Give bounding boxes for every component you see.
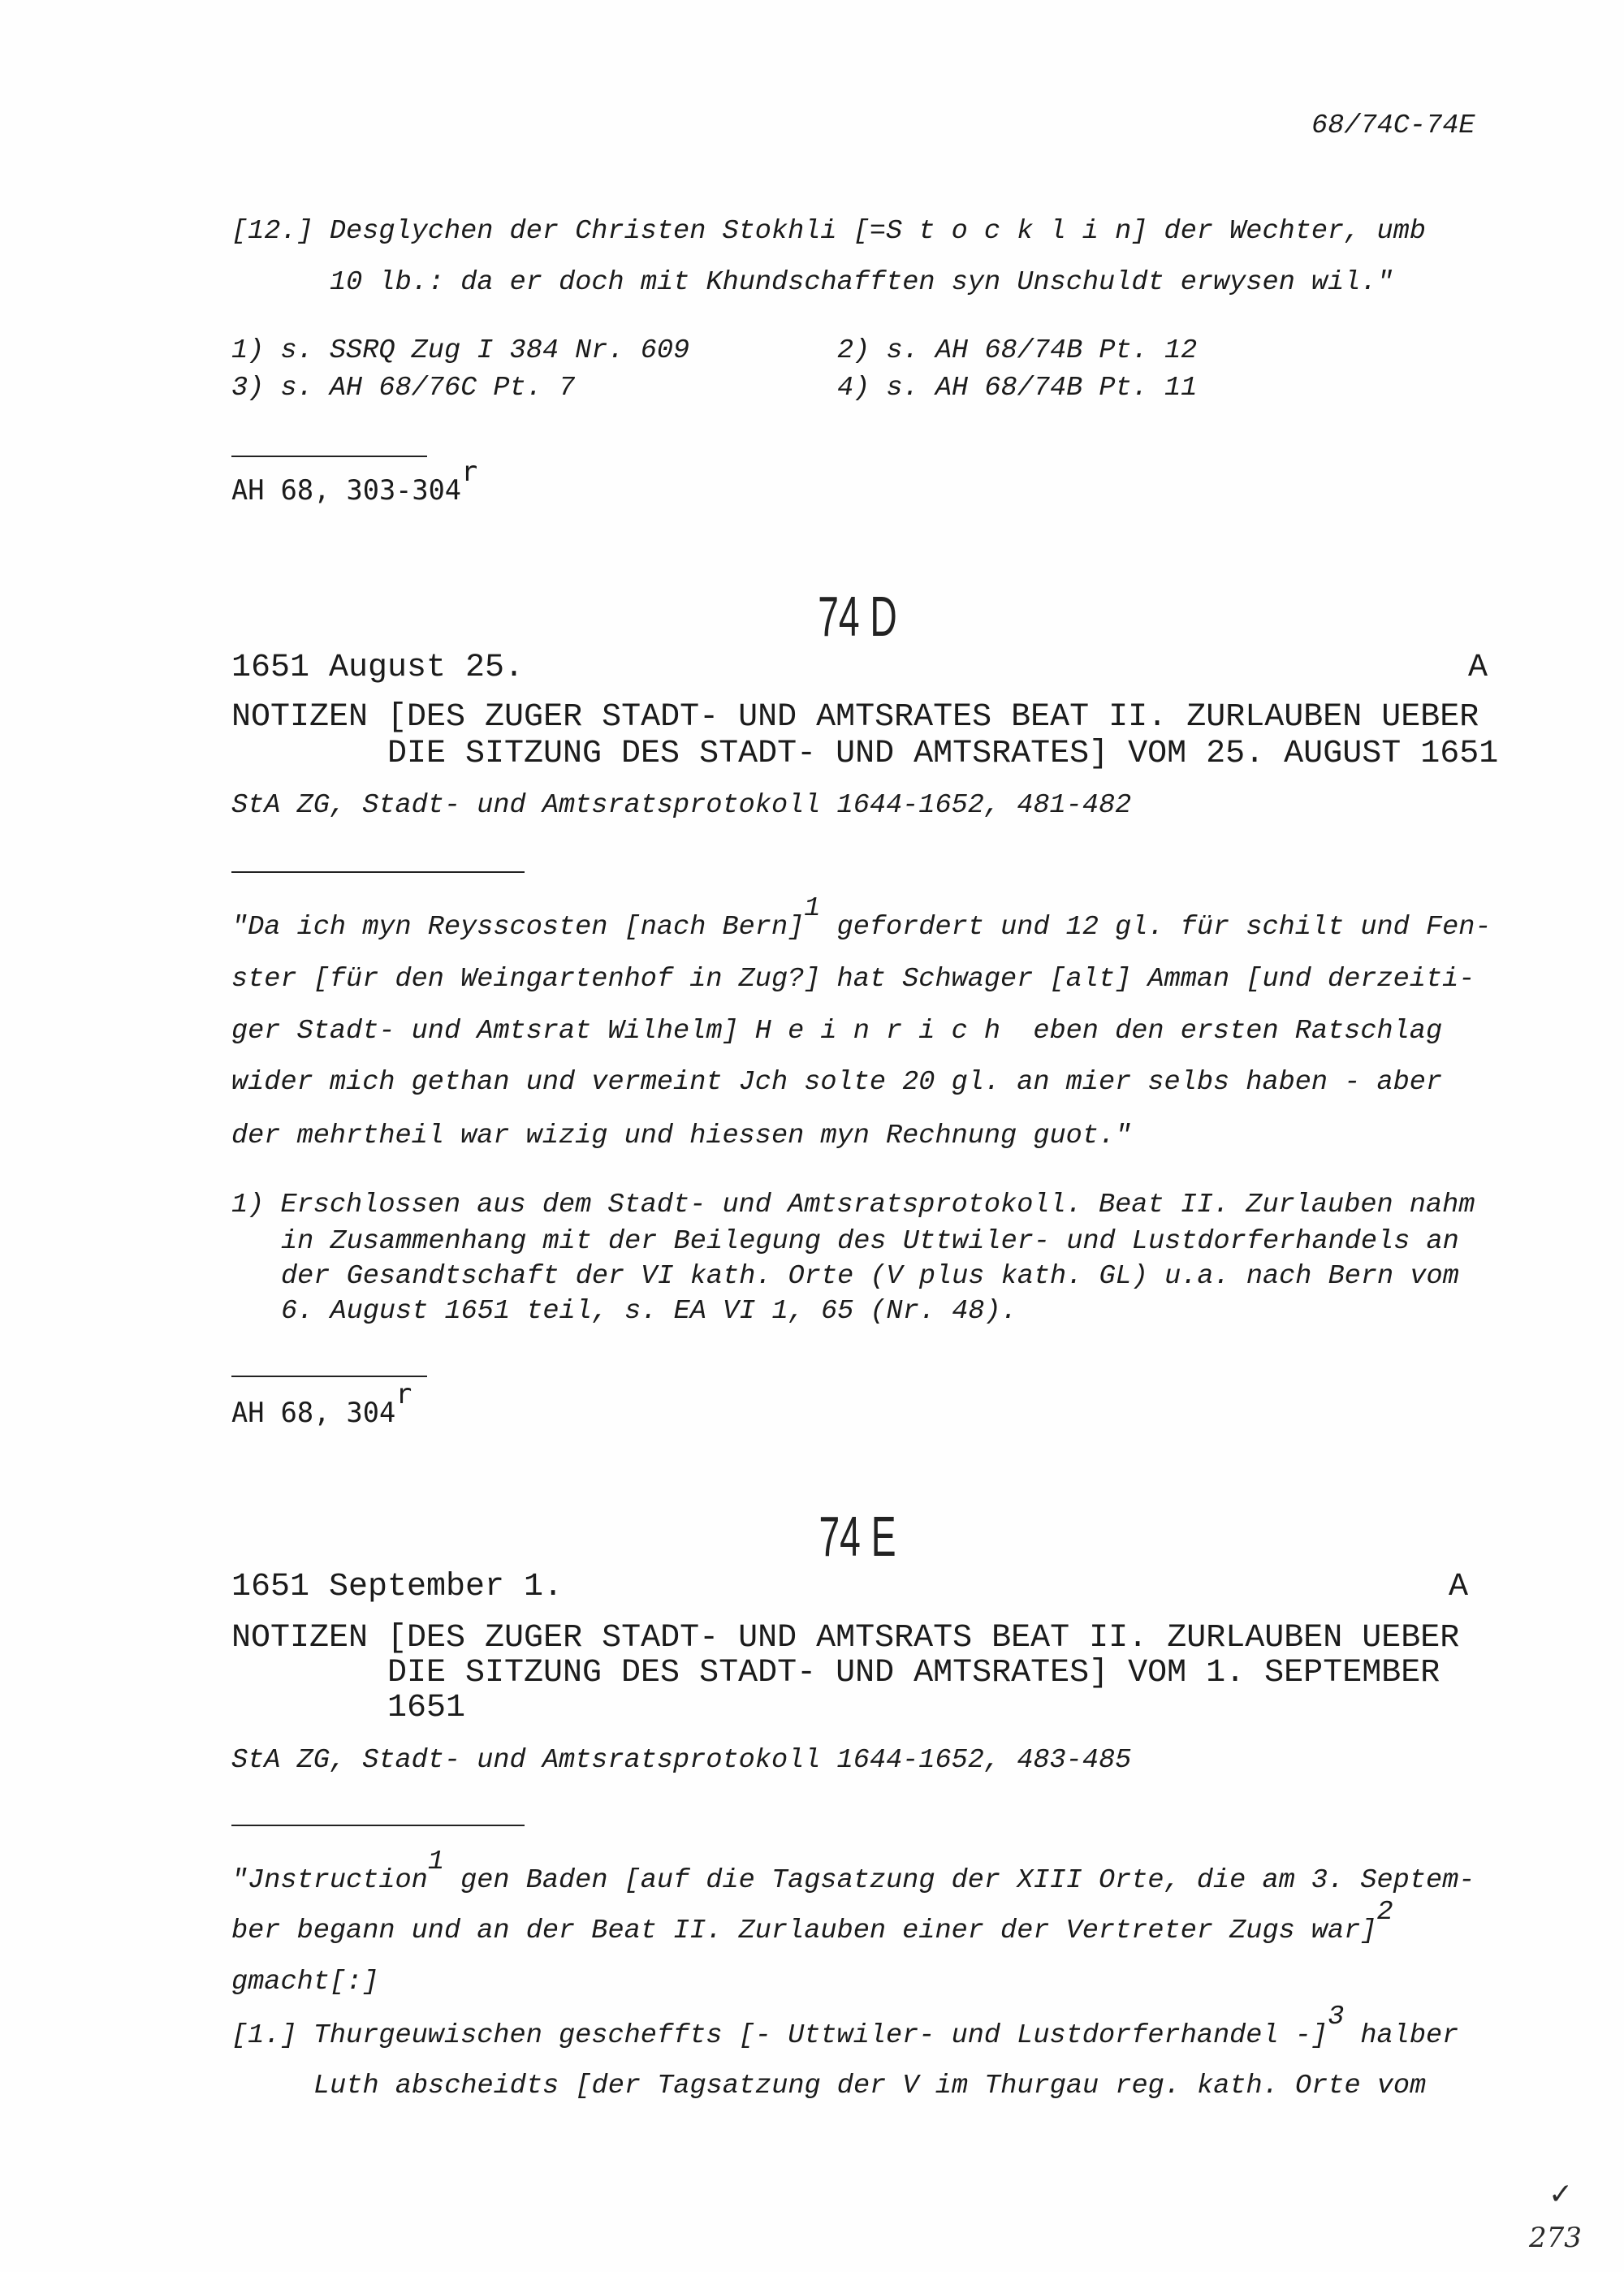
previous-entry-footnote: 2) s. AH 68/74B Pt. 12 <box>837 335 1198 366</box>
footnote-superscript: 3 <box>1328 2002 1345 2033</box>
entry-category: A <box>1449 1569 1469 1605</box>
quoted-text-segment: "Jnstruction <box>231 1865 428 1896</box>
quoted-text-line: ster [für den Weingartenhof in Zug?] hat Schwager [alt] Amman [und derzeiti- <box>231 964 1475 995</box>
previous-entry-footnote: 4) s. AH 68/74B Pt. 11 <box>837 373 1198 404</box>
quoted-text-segment: halber <box>1344 2020 1459 2051</box>
footnote-superscript: 1 <box>427 1847 444 1878</box>
entry-date: 1651 August 25. <box>231 650 525 686</box>
quoted-text-line: Luth abscheidts [der Tagsatzung der V im Thurgau reg. kath. Orte vom <box>313 2071 1427 2101</box>
entry-title-line: DIE SITZUNG DES STADT- UND AMTSRATES] VOM 25. AUGUST 1651 <box>387 736 1499 772</box>
quoted-text-segment: gen Baden [auf die Tagsatzung der XIII Orte, die am 3. Septem- <box>443 1865 1475 1896</box>
entry-title-line: NOTIZEN [DES ZUGER STADT- UND AMTSRATS BEAT II. ZURLAUBEN UEBER <box>231 1620 1460 1656</box>
quoted-text-line: ger Stadt- und Amtsrat Wilhelm] H e i n r i c h eben den ersten Ratschlag <box>231 1016 1443 1047</box>
quoted-text-line <box>231 893 1492 943</box>
previous-entry-text-line: 10 lb.: da er doch mit Khundschafften syn Unschuldt erwysen wil." <box>330 267 1393 298</box>
quoted-text-segment: "Da ich myn Reysscosten [nach Bern] <box>231 912 805 943</box>
archive-reference: StA ZG, Stadt- und Amtsratsprotokoll 1644-1652, 483-485 <box>231 1745 1132 1776</box>
previous-entry-footnote: 3) s. AH 68/76C Pt. 7 <box>231 373 576 404</box>
entry-footnote-line: der Gesandtschaft der VI kath. Orte (V plus kath. GL) u.a. nach Bern vom <box>281 1261 1459 1292</box>
source-reference-text: AH 68, 304 <box>231 1397 396 1428</box>
footnote-superscript: 2 <box>1376 1897 1393 1929</box>
entry-number: 74 D <box>818 585 897 648</box>
quoted-text-segment: gefordert und 12 gl. für schilt und Fen- <box>820 912 1492 943</box>
entry-footnote-line: 6. August 1651 teil, s. EA VI 1, 65 (Nr. 48). <box>281 1296 1017 1327</box>
section-rule <box>231 1376 427 1377</box>
entry-title-line: 1651 <box>387 1690 466 1726</box>
quoted-text-line: der mehrtheil war wizig und hiessen myn Rechnung guot." <box>231 1121 1132 1151</box>
quoted-text-line <box>231 1897 1393 1946</box>
archive-reference: StA ZG, Stadt- und Amtsratsprotokoll 1644-1652, 481-482 <box>231 790 1132 821</box>
source-reference-superscript: r <box>461 456 478 488</box>
source-reference-superscript: r <box>395 1378 412 1410</box>
quoted-text-segment: ber begann und an der Beat II. Zurlauben einer der Vertreter Zugs war] <box>231 1916 1377 1946</box>
entry-number: 74 E <box>818 1505 896 1568</box>
quoted-text-line <box>231 1847 1475 1896</box>
handwritten-page-number: 273 <box>1529 2222 1582 2254</box>
section-rule <box>231 871 525 873</box>
quoted-text-line: gmacht[:] <box>231 1967 379 1998</box>
section-rule <box>231 456 427 457</box>
entry-footnote-line: in Zusammenhang mit der Beilegung des Uttwiler- und Lustdorferhandels an <box>281 1226 1459 1257</box>
page-reference: 68/74C-74E <box>1311 110 1475 141</box>
entry-title-line: NOTIZEN [DES ZUGER STADT- UND AMTSRATES BEAT II. ZURLAUBEN UEBER <box>231 699 1479 736</box>
source-reference-text: AH 68, 303-304 <box>231 474 462 506</box>
quoted-text-segment: [1.] Thurgeuwischen gescheffts [- Uttwiler- und Lustdorferhandel -] <box>231 2020 1328 2051</box>
source-reference <box>231 1378 412 1428</box>
quoted-text-line <box>231 2002 1459 2051</box>
section-rule <box>231 1825 525 1826</box>
entry-footnote-line: 1) Erschlossen aus dem Stadt- und Amtsratsprotokoll. Beat II. Zurlauben nahm <box>231 1190 1475 1220</box>
quoted-text-line: wider mich gethan und vermeint Jch solte 20 gl. an mier selbs haben - aber <box>231 1067 1443 1098</box>
previous-entry-text-line: [12.] Desglychen der Christen Stokhli [=S t o c k l i n] der Wechter, umb <box>231 216 1426 247</box>
source-reference <box>231 456 478 506</box>
footnote-superscript: 1 <box>804 893 821 925</box>
previous-entry-footnote: 1) s. SSRQ Zug I 384 Nr. 609 <box>231 335 690 366</box>
entry-category: A <box>1468 650 1488 686</box>
handwritten-check-mark: ✓ <box>1548 2178 1574 2211</box>
entry-title-line: DIE SITZUNG DES STADT- UND AMTSRATES] VOM 1. SEPTEMBER <box>387 1655 1440 1691</box>
entry-date: 1651 September 1. <box>231 1569 564 1605</box>
